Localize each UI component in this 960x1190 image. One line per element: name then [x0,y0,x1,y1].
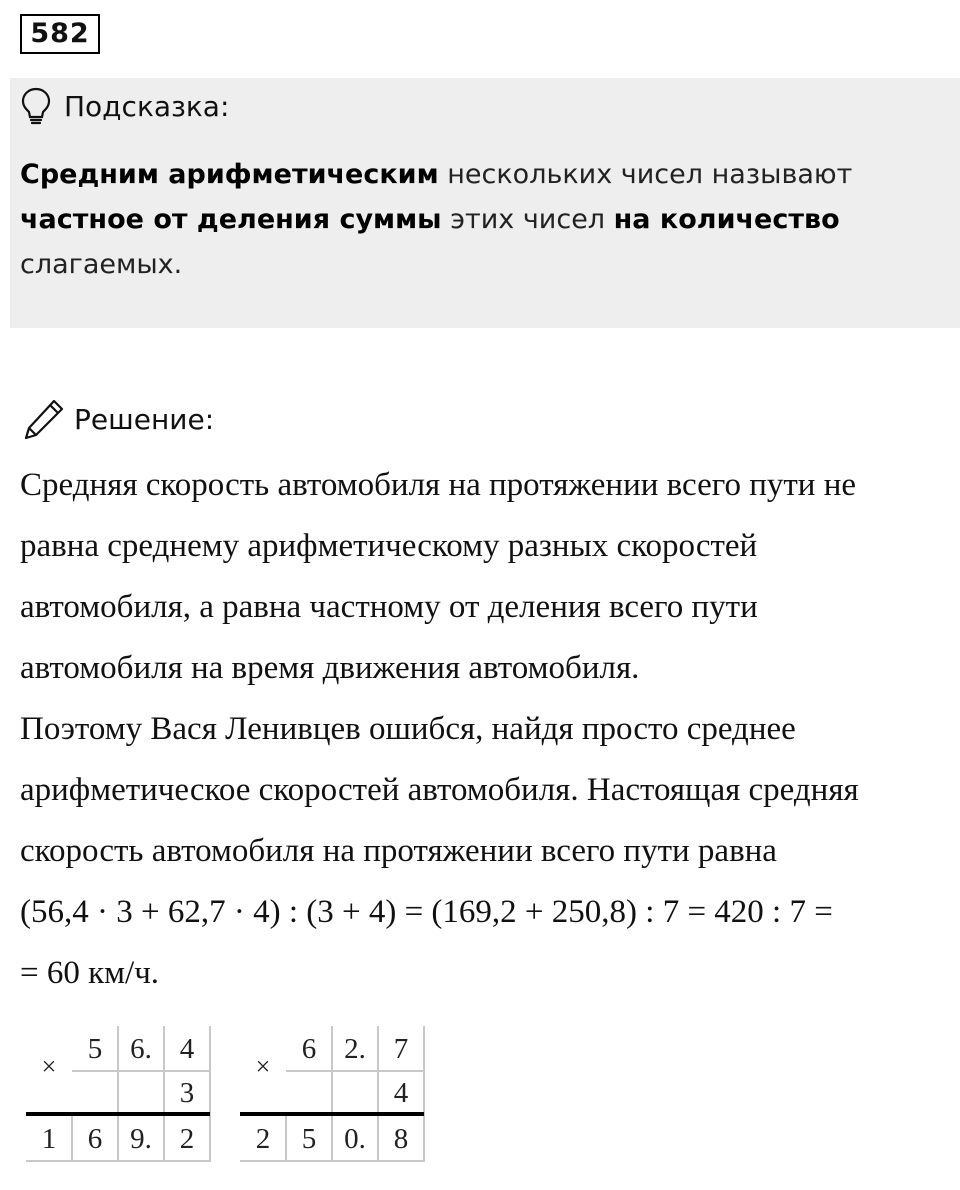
solution-text [20,455,955,1004]
solution-line: скорость автомобиля на протяжении всего пути равна [20,833,777,869]
hint-text-segment: нескольких чисел называют [438,159,853,190]
solution-line: арифметическое скоростей автомобиля. Настоящая средняя [20,772,859,808]
hint-text-segment: этих чисел [441,204,614,235]
hint-title: Подсказка: [64,89,230,123]
solution-line: автомобиля, а равна частному от деления всего пути [20,589,758,625]
result-digit: 1 [41,1123,57,1155]
hint-text-segment: слагаемых. [20,249,183,280]
hint-header [20,84,229,128]
factor-digit: 4 [393,1077,409,1109]
result-digit: 8 [393,1123,409,1155]
factor-digit: 6. [130,1033,152,1065]
pencil-icon [22,397,66,441]
solution-line: (56,4 · 3 + 62,7 · 4) : (3 + 4) = (169,2 + 250,8) : 7 = 420 : 7 = [20,894,833,930]
result-digit: 5 [301,1123,317,1155]
solution-line: автомобиля на время движения автомобиля. [20,650,640,686]
solution-line: Поэтому Вася Ленивцев ошибся, найдя просто среднее [20,711,796,747]
solution-title: Решение: [74,402,215,436]
factor-digit: 5 [87,1033,103,1065]
problem-number: 582 [20,14,100,54]
hint-bold-term: Средним арифметическим [20,159,439,190]
hint-bold-term: на количество [613,204,840,235]
multiply-sign: × [41,1052,57,1081]
multiplication-grid-1 [26,1026,210,1164]
solution-line: Средняя скорость автомобиля на протяжении всего пути не [20,467,857,503]
solution-line: равна среднему арифметическому разных скоростей [20,528,758,564]
result-digit: 9. [130,1123,152,1155]
factor-digit: 3 [179,1077,195,1109]
result-digit: 6 [87,1123,103,1155]
result-digit: 2 [179,1123,195,1155]
result-digit: 0. [344,1123,366,1155]
lightbulb-icon [20,86,52,126]
multiplication-grid-2 [240,1026,424,1164]
solution-line: = 60 км/ч. [20,955,160,991]
factor-digit: 2. [344,1033,366,1065]
hint-text [20,152,920,287]
solution-header [22,396,214,442]
result-digit: 2 [255,1123,271,1155]
factor-digit: 4 [179,1033,195,1065]
factor-digit: 7 [393,1033,409,1065]
hint-bold-term: частное от деления суммы [20,204,442,235]
factor-digit: 6 [301,1033,317,1065]
multiply-sign: × [255,1052,271,1081]
